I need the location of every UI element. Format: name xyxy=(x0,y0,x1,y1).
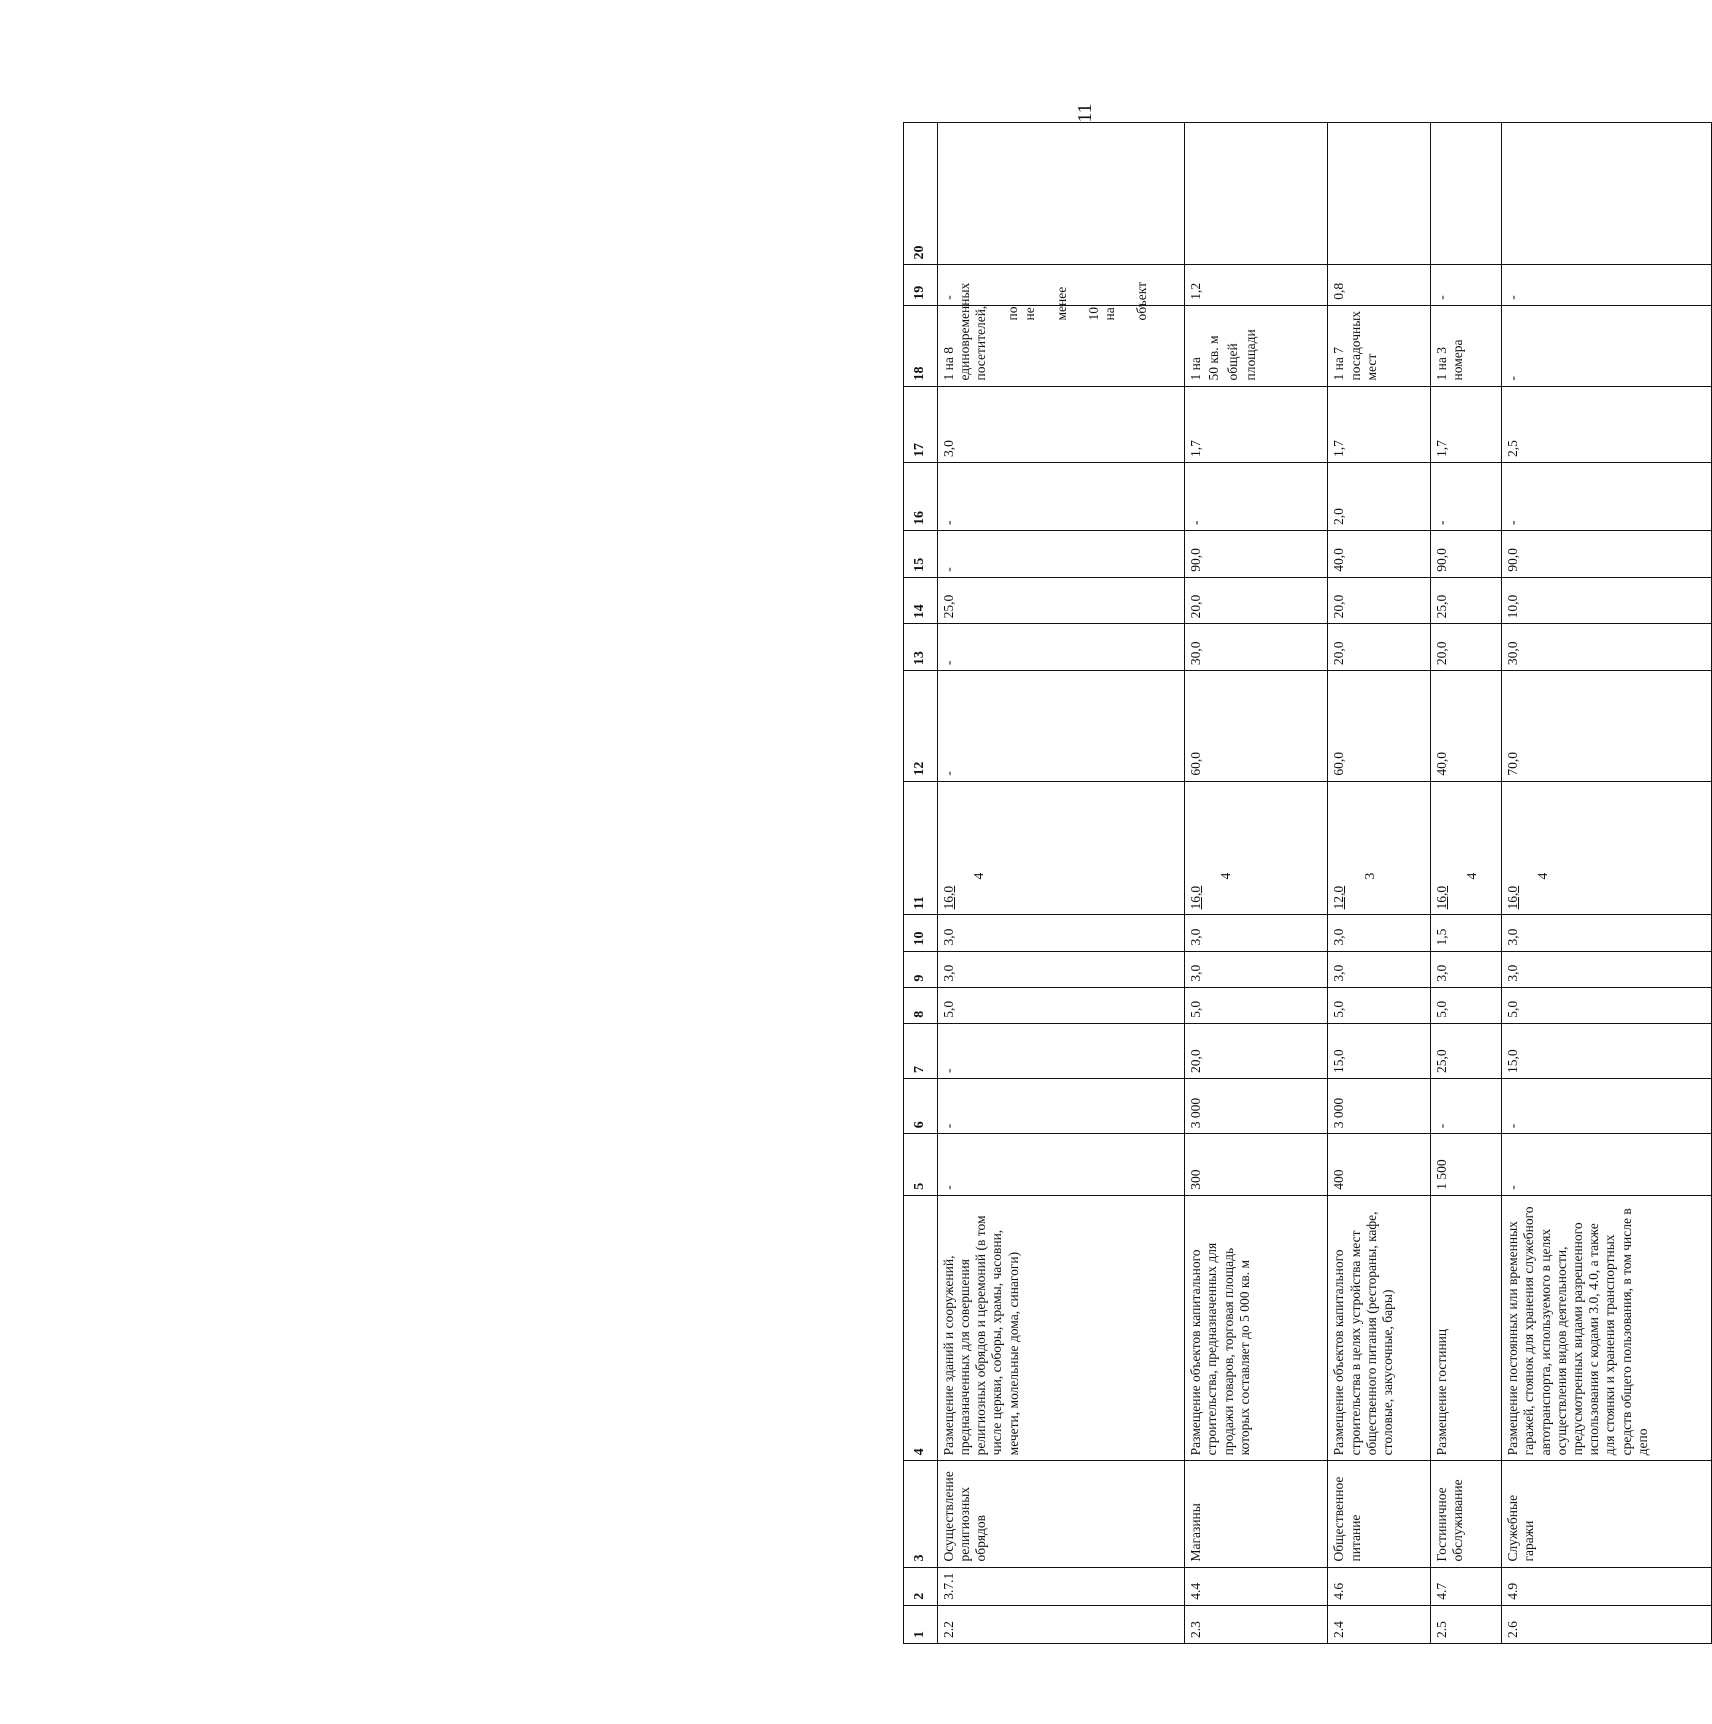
fraction-denominator: 3 xyxy=(1361,872,1377,880)
cell-code: 4.9 xyxy=(1502,1567,1712,1605)
cell-use-description: Размещение гостиниц xyxy=(1430,1195,1502,1461)
cell-col18 xyxy=(937,281,1185,386)
table-row xyxy=(1502,123,1712,1644)
table-row xyxy=(1328,123,1430,1644)
cell-col14: 20,0 xyxy=(1328,577,1430,624)
cell-col20 xyxy=(1502,123,1712,265)
cell-col8: 5,0 xyxy=(1185,987,1328,1023)
cell-col7: 15,0 xyxy=(1502,1023,1712,1078)
cell-col20 xyxy=(1185,123,1328,265)
cell-col7: 15,0 xyxy=(1328,1023,1430,1078)
cell-col13: - xyxy=(937,624,1185,671)
cell-col17: 3,0 xyxy=(937,386,1185,462)
cell-use-description: Размещение зданий и сооружений, предназначенных для совершения религиозных обрядов и церемоний (в том числе церкви, соборы, храмы, часовни, мечети, молельные дома, синагоги) xyxy=(937,1195,1185,1461)
header-cell: 16 xyxy=(904,462,938,530)
cell-col6: - xyxy=(1430,1078,1502,1133)
cell-col19: - xyxy=(1430,265,1502,305)
cell-col16: - xyxy=(937,462,1185,530)
cell-col18 xyxy=(1185,305,1328,386)
fraction-denominator: 4 xyxy=(1218,872,1234,880)
cell-col12: 60,0 xyxy=(1328,671,1430,781)
cell-col11 xyxy=(1328,781,1430,915)
cell-col7: 25,0 xyxy=(1430,1023,1502,1078)
header-cell: 9 xyxy=(904,951,938,987)
header-cell: 4 xyxy=(904,1195,938,1461)
cell-col6: - xyxy=(1502,1078,1712,1133)
cell-col10: 1,5 xyxy=(1430,915,1502,951)
cell-line: объект xyxy=(1134,281,1150,321)
cell-row-number: 2.3 xyxy=(1185,1605,1328,1643)
cell-line: 1 на 7 посадочных мест xyxy=(1331,310,1379,381)
cell-col10: 3,0 xyxy=(1502,915,1712,951)
cell-row-number: 2.4 xyxy=(1328,1605,1430,1643)
cell-col7: - xyxy=(937,1023,1185,1078)
cell-use-description: Размещение объектов капитального строительства, предназначенных для продажи товаров, торговая площадь которых составляет до 5 000 кв. м xyxy=(1185,1195,1328,1461)
header-cell: 13 xyxy=(904,624,938,671)
rotated-table-container xyxy=(903,122,1712,1644)
cell-col10: 3,0 xyxy=(1185,915,1328,951)
cell-col8: 5,0 xyxy=(1430,987,1502,1023)
header-cell: 18 xyxy=(904,305,938,386)
cell-use-description: Размещение объектов капитального строительства в целях устройства мест общественного питания (рестораны, кафе, столовые, закусочные, бары) xyxy=(1328,1195,1430,1461)
cell-col20 xyxy=(1328,123,1430,265)
cell-col9: 3,0 xyxy=(1502,951,1712,987)
header-cell: 19 xyxy=(904,265,938,305)
header-cell: 1 xyxy=(904,1605,938,1643)
cell-col6: 3 000 xyxy=(1328,1078,1430,1133)
cell-col19: - xyxy=(1502,265,1712,305)
cell-code: 4.4 xyxy=(1185,1567,1328,1605)
header-cell: 3 xyxy=(904,1461,938,1567)
cell-col5: - xyxy=(937,1134,1185,1196)
cell-col20 xyxy=(937,123,1185,265)
cell-line: площади xyxy=(1242,329,1258,381)
cell-col8: 5,0 xyxy=(1502,987,1712,1023)
fraction-denominator: 4 xyxy=(970,872,986,880)
cell-col5: - xyxy=(1502,1134,1712,1196)
cell-col9: 3,0 xyxy=(1185,951,1328,987)
fraction-numerator: 16,0 xyxy=(1505,885,1521,910)
cell-col15: - xyxy=(937,530,1185,577)
cell-line: 1 на 3 номера xyxy=(1433,339,1465,381)
fraction-numerator: 16,0 xyxy=(1433,885,1449,910)
cell-col6: - xyxy=(937,1078,1185,1133)
cell-col10: 3,0 xyxy=(937,915,1185,951)
cell-col8: 5,0 xyxy=(1328,987,1430,1023)
page-number: 11 xyxy=(1074,103,1096,123)
cell-col13: 20,0 xyxy=(1328,624,1430,671)
cell-col16: - xyxy=(1430,462,1502,530)
cell-code: 4.7 xyxy=(1430,1567,1502,1605)
cell-line: 1 на xyxy=(1188,357,1204,381)
cell-col14: 25,0 xyxy=(937,577,1185,624)
cell-col17: 1,7 xyxy=(1185,386,1328,462)
fraction-numerator: 12,0 xyxy=(1331,885,1347,910)
cell-col9: 3,0 xyxy=(1430,951,1502,987)
cell-col17: 2,5 xyxy=(1502,386,1712,462)
cell-line: 10 на xyxy=(1085,307,1118,321)
cell-col11 xyxy=(1185,781,1328,915)
cell-col6: 3 000 xyxy=(1185,1078,1328,1133)
cell-col14: 20,0 xyxy=(1185,577,1328,624)
cell-col15: 90,0 xyxy=(1502,530,1712,577)
fraction-denominator: 4 xyxy=(1535,872,1551,880)
header-cell: 17 xyxy=(904,386,938,462)
cell-col16: - xyxy=(1185,462,1328,530)
cell-col19: - xyxy=(937,265,1185,305)
header-cell: 11 xyxy=(904,781,938,915)
cell-use-description: Размещение постоянных или временных гаражей, стоянок для хранения служебного автотранспорта, используемого в целях осуществления видов деятельности, предусмотренных видами разрешенного использования с кодами 3.0, 4.0, а также для стоянки и хранения транспортных средств общего пользования, в том числе в депо xyxy=(1502,1195,1712,1461)
cell-col13: 30,0 xyxy=(1185,624,1328,671)
cell-line: - xyxy=(1505,376,1521,381)
fraction-numerator: 16,0 xyxy=(1188,885,1204,910)
cell-col17: 1,7 xyxy=(1328,386,1430,462)
cell-col12: 60,0 xyxy=(1185,671,1328,781)
cell-col13: 30,0 xyxy=(1502,624,1712,671)
cell-col14: 10,0 xyxy=(1502,577,1712,624)
cell-code: 3.7.1 xyxy=(937,1567,1185,1605)
cell-col15: 40,0 xyxy=(1328,530,1430,577)
fraction-denominator: 4 xyxy=(1463,872,1479,880)
cell-col11 xyxy=(1430,781,1502,915)
cell-use-name: Гостиничное обслуживание xyxy=(1430,1461,1502,1567)
cell-use-name: Осуществление религиозных обрядов xyxy=(937,1461,1185,1567)
cell-col7: 20,0 xyxy=(1185,1023,1328,1078)
header-cell: 5 xyxy=(904,1134,938,1196)
cell-code: 4.6 xyxy=(1328,1567,1430,1605)
cell-line: менее xyxy=(1053,286,1069,321)
cell-use-name: Общественное питание xyxy=(1328,1461,1430,1567)
cell-col18 xyxy=(1430,305,1502,386)
header-cell: 2 xyxy=(904,1567,938,1605)
cell-col12: 70,0 xyxy=(1502,671,1712,781)
cell-col9: 3,0 xyxy=(937,951,1185,987)
cell-col19: 0,8 xyxy=(1328,265,1430,305)
cell-col5: 400 xyxy=(1328,1134,1430,1196)
header-cell: 6 xyxy=(904,1078,938,1133)
cell-col19: 1,2 xyxy=(1185,265,1328,305)
header-cell: 10 xyxy=(904,915,938,951)
cell-row-number: 2.6 xyxy=(1502,1605,1712,1643)
cell-col16: - xyxy=(1502,462,1712,530)
header-cell: 8 xyxy=(904,987,938,1023)
cell-use-name: Магазины xyxy=(1185,1461,1328,1567)
cell-col11 xyxy=(937,781,1185,915)
cell-use-name: Служебные гаражи xyxy=(1502,1461,1712,1567)
zoning-parameters-table xyxy=(903,122,1712,1644)
cell-col20 xyxy=(1430,123,1502,265)
cell-col11 xyxy=(1502,781,1712,915)
cell-line: 50 кв. м xyxy=(1206,335,1222,381)
header-cell: 7 xyxy=(904,1023,938,1078)
cell-col16: 2,0 xyxy=(1328,462,1430,530)
header-row xyxy=(904,123,938,1644)
cell-col8: 5,0 xyxy=(937,987,1185,1023)
cell-col9: 3,0 xyxy=(1328,951,1430,987)
header-cell: 12 xyxy=(904,671,938,781)
cell-col14: 25,0 xyxy=(1430,577,1502,624)
cell-col15: 90,0 xyxy=(1185,530,1328,577)
cell-col12: 40,0 xyxy=(1430,671,1502,781)
cell-line: по не xyxy=(1005,306,1037,321)
cell-line: общей xyxy=(1224,343,1240,381)
table-row xyxy=(1430,123,1502,1644)
cell-col18 xyxy=(1502,305,1712,386)
fraction-numerator: 16,0 xyxy=(940,885,956,910)
cell-col13: 20,0 xyxy=(1430,624,1502,671)
cell-col5: 300 xyxy=(1185,1134,1328,1196)
table-row xyxy=(1185,123,1328,1644)
cell-col12: - xyxy=(937,671,1185,781)
header-cell: 14 xyxy=(904,577,938,624)
cell-line: 1 на 8 единовременных посетителей, xyxy=(940,282,989,381)
cell-col18 xyxy=(1328,305,1430,386)
cell-col10: 3,0 xyxy=(1328,915,1430,951)
header-cell: 20 xyxy=(904,123,938,265)
cell-row-number: 2.5 xyxy=(1430,1605,1502,1643)
table-row xyxy=(937,123,1185,1644)
cell-col5: 1 500 xyxy=(1430,1134,1502,1196)
cell-col15: 90,0 xyxy=(1430,530,1502,577)
cell-row-number: 2.2 xyxy=(937,1605,1185,1643)
cell-col17: 1,7 xyxy=(1430,386,1502,462)
header-cell: 15 xyxy=(904,530,938,577)
